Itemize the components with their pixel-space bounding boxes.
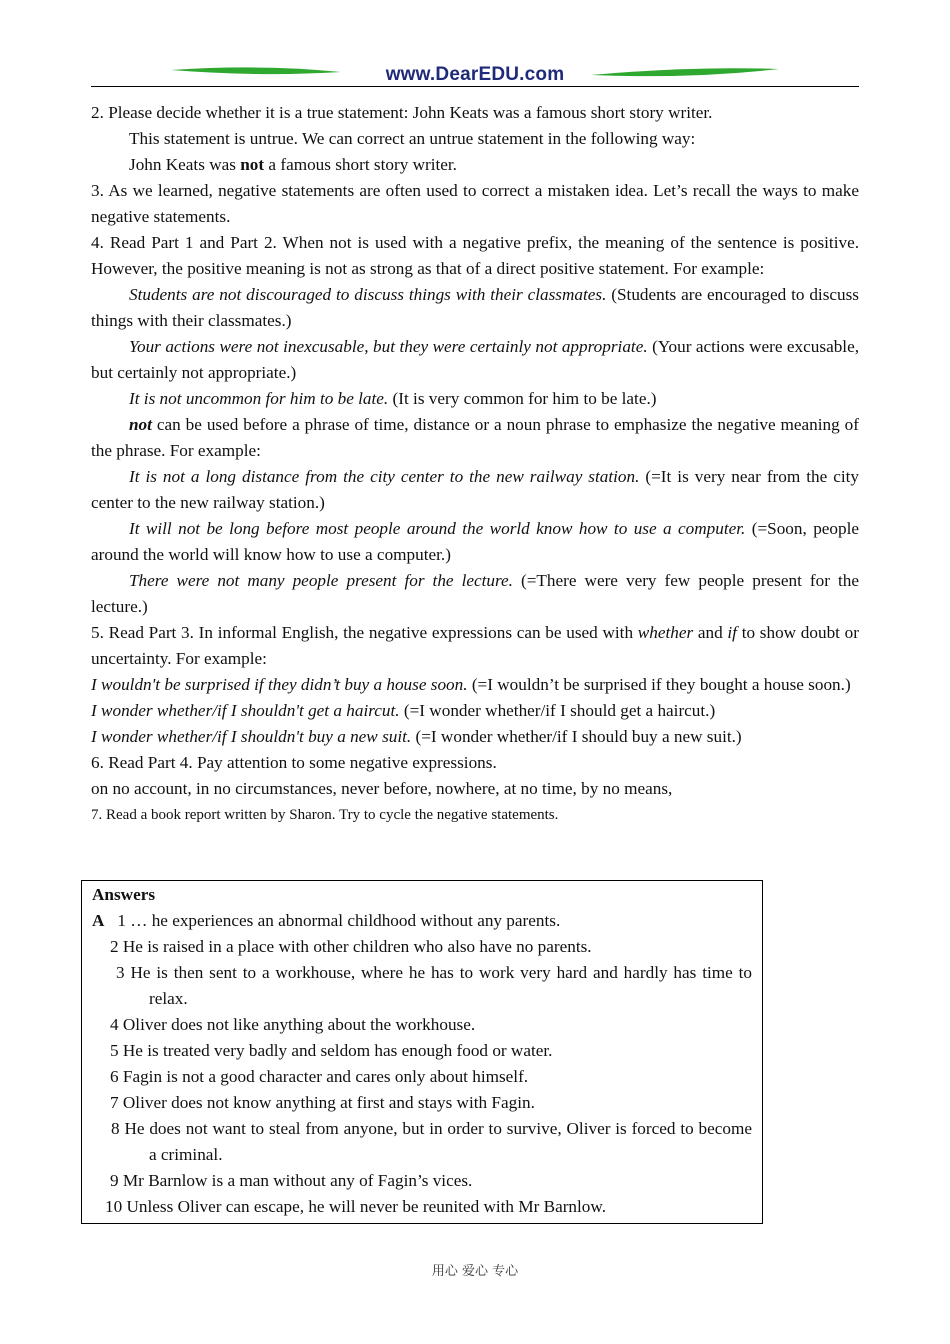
answer-4: 4 Oliver does not like anything about the workhouse. — [110, 1015, 476, 1034]
page-footer: 用心 爱心 专心 — [431, 1264, 519, 1279]
example-4-1: Students are not discouraged to discuss things with their classmates. (Students are encouraged to discuss things with their classmates.) — [91, 285, 859, 330]
lesson-body — [91, 100, 859, 828]
site-name: www.DearEDU.com — [385, 64, 565, 85]
example-5-3: I wonder whether/if I shouldn't buy a new suit. (=I wonder whether/if I should buy a new suit.) — [91, 727, 742, 746]
answers-box — [81, 880, 763, 1224]
item-4: 4. Read Part 1 and Part 2. When not is used with a negative prefix, the meaning of the sentence is positive. However, the positive meaning is not as strong as that of a direct positive statement. For example: — [91, 233, 859, 278]
item-2: 2. Please decide whether it is a true statement: John Keats was a famous short story writer. — [91, 103, 713, 122]
item-6-list: on no account, in no circumstances, never before, nowhere, at no time, by no means, — [91, 779, 673, 798]
header-rule — [91, 86, 859, 87]
item-3: 3. As we learned, negative statements are often used to correct a mistaken idea. Let’s recall the ways to make negative statements. — [91, 181, 859, 226]
answer-2: 2 He is raised in a place with other children who also have no parents. — [110, 937, 592, 956]
answer-9: 9 Mr Barnlow is a man without any of Fagin’s vices. — [110, 1171, 473, 1190]
not-note: not can be used before a phrase of time, distance or a noun phrase to emphasize the negative meaning of the phrase. For example: — [91, 415, 859, 460]
answer-7: 7 Oliver does not know anything at first and stays with Fagin. — [110, 1093, 535, 1112]
page-header — [91, 60, 859, 90]
example-5-2: I wonder whether/if I shouldn't get a haircut. (=I wonder whether/if I should get a haircut.) — [91, 701, 716, 720]
example-not-1: It is not a long distance from the city center to the new railway station. (=It is very near from the city center to the new railway station.) — [91, 467, 859, 512]
example-4-3: It is not uncommon for him to be late. (It is very common for him to be late.) — [129, 389, 657, 408]
answer-10: 10 Unless Oliver can escape, he will never be reunited with Mr Barnlow. — [105, 1197, 606, 1216]
answer-3: 3 He is then sent to a workhouse, where he has to work very hard and hardly has time to relax. — [116, 963, 752, 1008]
example-not-2: It will not be long before most people around the world know how to use a computer. (=Soon, people around the world will know how to use a computer.) — [91, 519, 860, 564]
answer-6: 6 Fagin is not a good character and cares only about himself. — [110, 1067, 529, 1086]
answer-1: A 1 … he experiences an abnormal childhood without any parents. — [92, 911, 561, 930]
example-not-3: There were not many people present for the lecture. (=There were very few people present for the lecture.) — [91, 571, 859, 616]
example-5-1: I wouldn't be surprised if they didn’t buy a house soon. (=I wouldn’t be surprised if they bought a house soon.) — [91, 675, 851, 694]
item-2-sub-1: This statement is untrue. We can correct an untrue statement in the following way: — [129, 129, 696, 148]
item-6: 6. Read Part 4. Pay attention to some negative expressions. — [91, 753, 497, 772]
answer-8: 8 He does not want to steal from anyone, but in order to survive, Oliver is forced to become a criminal. — [111, 1119, 752, 1164]
item-5: 5. Read Part 3. In informal English, the negative expressions can be used with whether and if to show doubt or uncertainty. For example: — [91, 623, 859, 668]
item-2-sub-2: John Keats was not a famous short story writer. — [129, 155, 457, 174]
example-4-2: Your actions were not inexcusable, but they were certainly not appropriate. (Your actions were excusable, but certainly not appropriate.) — [91, 337, 859, 382]
answers-title: Answers — [92, 885, 156, 904]
answer-5: 5 He is treated very badly and seldom has enough food or water. — [110, 1041, 553, 1060]
item-7: 7. Read a book report written by Sharon. Try to cycle the negative statements. — [91, 807, 559, 823]
answers-section-label: A — [92, 911, 105, 930]
